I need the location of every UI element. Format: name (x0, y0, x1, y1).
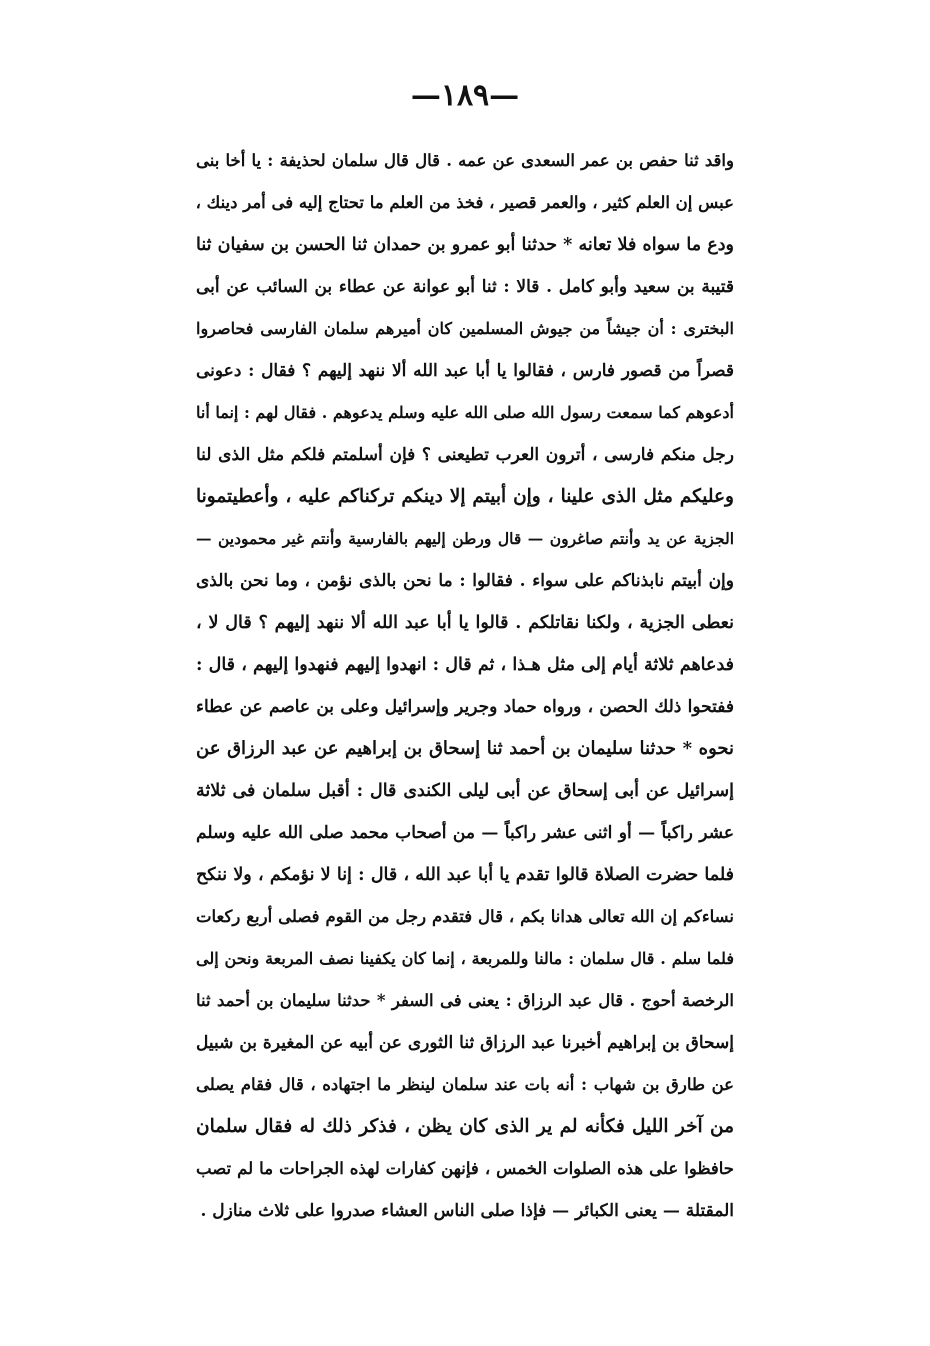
text-line-last: المقتلة — يعنى الكبائر — فإذا صلى الناس العشاء صدروا على ثلاث منازل . (200, 1201, 734, 1221)
text-line: ودع ما سواه فلا تعانه * حدثنا أبو عمرو بن حمدان ثنا الحسن بن سفيان ثنا (196, 235, 734, 255)
text-line: واقد ثنا حفص بن عمر السعدى عن عمه . قال قال سلمان لحذيفة : يا أخا بنى (196, 151, 734, 170)
page-number: —١٨٩— (410, 78, 520, 113)
text-line: فدعاهم ثلاثة أيام إلى مثل هـذا ، ثم قال : انهدوا إليهم فنهدوا إليهم ، قال : (196, 655, 734, 675)
text-line: الرخصة أحوج . قال عبد الرزاق : يعنى فى السفر * حدثنا سليمان بن أحمد ثنا (196, 991, 734, 1010)
text-line: إسحاق بن إبراهيم أخبرنا عبد الرزاق ثنا الثورى عن أبيه عن المغيرة بن شبيل (196, 1033, 734, 1053)
text-line: نساءكم إن الله تعالى هدانا بكم ، قال فتقدم رجل من القوم فصلى أربع ركعات (196, 907, 734, 926)
text-line: البخترى : أن جيشاً من جيوش المسلمين كان أميرهم سلمان الفارسى فحاصروا (196, 319, 734, 338)
text-line: أدعوهم كما سمعت رسول الله صلى الله عليه وسلم يدعوهم . فقال لهم : إنما أنا (196, 403, 734, 422)
text-line: عشر راكباً — أو اثنى عشر راكباً — من أصحاب محمد صلى الله عليه وسلم (196, 823, 734, 843)
text-line: نحوه * حدثنا سليمان بن أحمد ثنا إسحاق بن إبراهيم عن عبد الرزاق عن (196, 738, 734, 759)
text-line: ففتحوا ذلك الحصن ، ورواه حماد وجرير وإسرائيل وعلى بن عاصم عن عطاء (196, 697, 734, 717)
text-line: إسرائيل عن أبى إسحاق عن أبى ليلى الكندى قال : أقبل سلمان فى ثلاثة (196, 781, 734, 801)
text-line: نعطى الجزية ، ولكنا نقاتلكم . قالوا يا أبا عبد الله ألا ننهد إليهم ؟ قال لا ، (196, 613, 734, 633)
text-line: حافظوا على هذه الصلوات الخمس ، فإنهن كفارات لهذه الجراحات ما لم تصب (196, 1159, 734, 1178)
text-line: من آخر الليل فكأنه لم ير الذى كان يظن ، فذكر ذلك له فقال سلمان (196, 1116, 734, 1137)
text-line: عن طارق بن شهاب : أنه بات عند سلمان لينظر ما اجتهاده ، قال فقام يصلى (196, 1075, 734, 1094)
text-line: فلما سلم . قال سلمان : مالنا وللمربعة ، إنما كان يكفينا نصف المربعة ونحن إلى (196, 949, 734, 968)
page-body-text (196, 140, 734, 1232)
text-line: وإن أبيتم نابذناكم على سواء . فقالوا : ما نحن بالذى نؤمن ، وما نحن بالذى (196, 571, 734, 591)
text-line: قتيبة بن سعيد وأبو كامل . قالا : ثنا أبو عوانة عن عطاء بن السائب عن أبى (196, 277, 734, 297)
text-line: رجل منكم فارسى ، أترون العرب تطيعنى ؟ فإن أسلمتم فلكم مثل الذى لنا (196, 445, 734, 465)
text-line: فلما حضرت الصلاة قالوا تقدم يا أبا عبد الله ، قال : إنا لا نؤمكم ، ولا ننكح (196, 865, 734, 885)
text-line: الجزية عن يد وأنتم صاغرون — قال ورطن إليهم بالفارسية وأنتم غير محمودين — (196, 529, 734, 548)
text-line: عبس إن العلم كثير ، والعمر قصير ، فخذ من العلم ما تحتاج إليه فى أمر دينك ، (196, 193, 734, 212)
text-line: قصراً من قصور فارس ، فقالوا يا أبا عبد الله ألا ننهد إليهم ؟ فقال : دعونى (196, 361, 734, 381)
text-line: وعليكم مثل الذى علينا ، وإن أبيتم إلا دينكم تركناكم عليه ، وأعطيتمونا (196, 486, 734, 507)
